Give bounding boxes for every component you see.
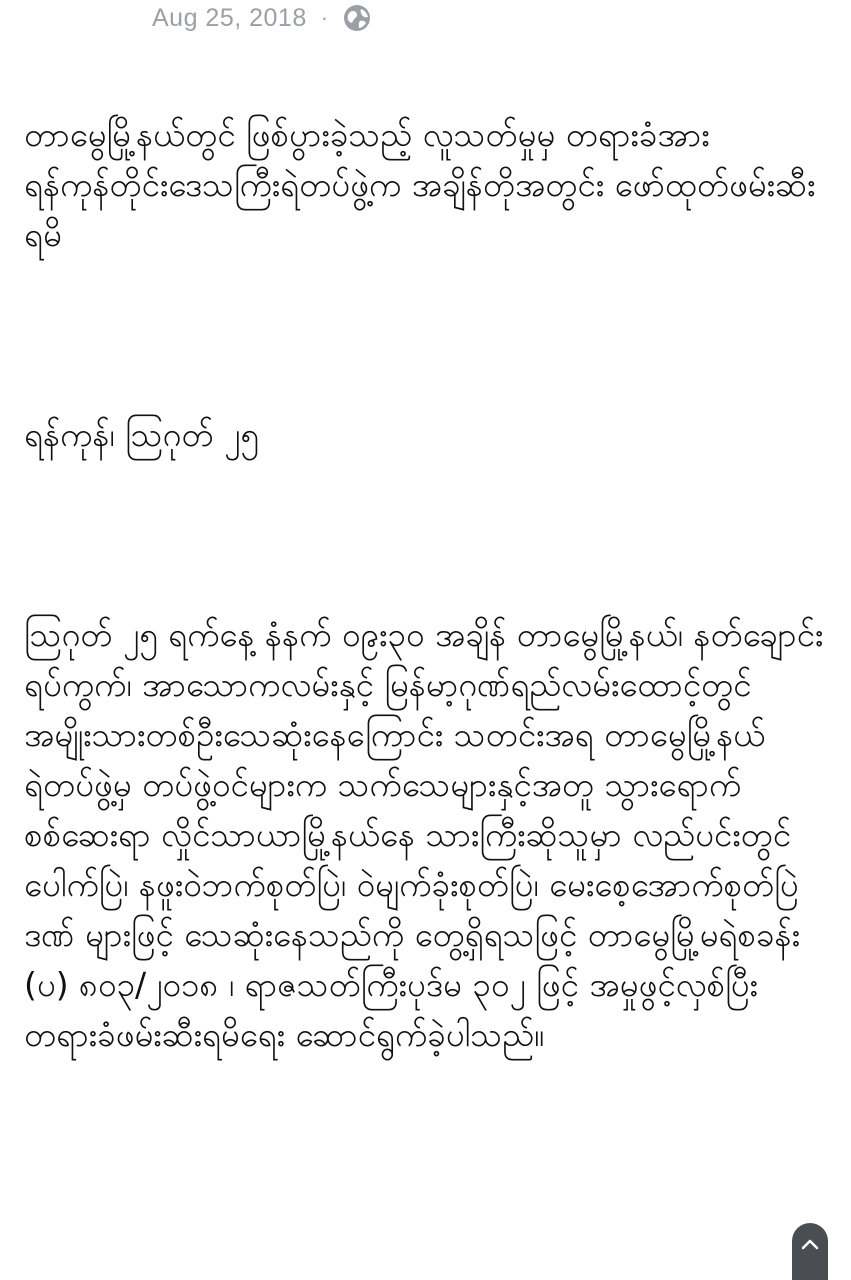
post-body: ဩဂုတ် ၂၅ ရက်နေ့ နံနက် ၀၉း၃၀ အချိန် တာမွေမြို့နယ်၊ နတ်ချောင်း ရပ်ကွက်၊ အာသောကလမ်းနှင့် မြန်မာ့ဂုဏ်ရည်လမ်းထောင့်တွင် အမျိုးသားတစ်ဦးသေဆုံးနေကြောင်း သတင်းအရ တာမွေမြို့နယ် ရဲတပ်ဖွဲ့မှ တပ်ဖွဲ့ဝင်များက သက်သေများနှင့်အတူ သွားရောက် စစ်ဆေးရာ လှိုင်သာယာမြို့နယ်နေ သားကြီးဆိုသူမှာ လည်ပင်းတွင် ပေါက်ပြဲ၊ နဖူးဝဲဘက်စုတ်ပြဲ၊ ဝဲမျက်ခုံးစုတ်ပြဲ၊ မေးစေ့အောက်စုတ်ပြဲဒဏ် များဖြင့် သေဆုံးနေသည်ကို တွေ့ရှိရသဖြင့် တာမွေမြို့မရဲစခန်း (ပ) ၈၀၃/၂၀၁၈ ၊ ရာဇသတ်ကြီးပုဒ်မ ၃၀၂ ဖြင့် အမှုဖွင့်လှစ်ပြီး တရားခံဖမ်းဆီးရမိရေး ဆောင်ရွက်ခဲ့ပါသည်။ — [24, 615, 824, 1054]
paragraph-gap — [24, 310, 824, 360]
post-date[interactable]: Aug 25, 2018 — [152, 3, 307, 32]
post-meta — [152, 0, 372, 36]
post-dateline: ရန်ကုန်၊ ဩဂုတ် ၂၅ — [24, 415, 259, 454]
meta-separator: · — [320, 5, 329, 30]
post-headline: တာမွေမြို့နယ်တွင် ဖြစ်ပွားခဲ့သည့် လူသတ်မှုမှ တရားခံအား ရန်ကုန်တိုင်းဒေသကြီးရဲတပ်ဖွဲ့က အချိန်တိုအတွင်း ဖော်ထုတ်ဖမ်းဆီးရမိ — [24, 115, 816, 254]
globe-icon — [342, 3, 372, 33]
paragraph-gap — [24, 510, 824, 560]
post-content — [24, 60, 824, 1110]
scroll-to-top-button[interactable] — [792, 1223, 828, 1280]
chevron-up-icon — [800, 1237, 820, 1251]
